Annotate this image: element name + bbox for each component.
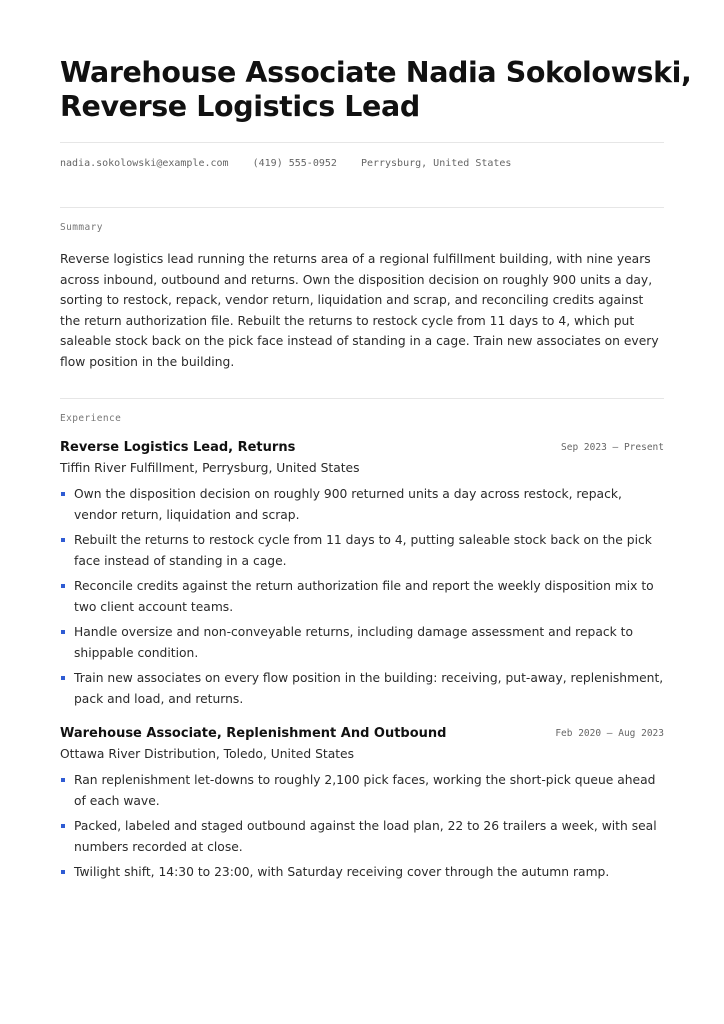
summary-text: Reverse logistics lead running the returns area of a regional fulfillment building, with nine years across inbound, outbound and returns. Own the disposition decision on roughly 900 units a day, sorting to restock, repack, vendor return, liquidation and scrap, and reconciling credits against the return authorization file. Rebuilt the returns to restock cycle from 11 days to 4, which put saleable stock back on the pick face instead of standing in a cage. Train new associates on every flow position in the building. xyxy=(60,252,659,369)
contact-phone[interactable]: (419) 555-0952 xyxy=(252,158,337,169)
job-company: Tiffin River Fulfillment, Perrysburg, United States xyxy=(60,461,360,475)
bullet-text: Own the disposition decision on roughly 900 returned units a day across restock, repack, vendor return, liquidation and scrap. xyxy=(74,487,622,522)
bullet-marker-icon xyxy=(61,676,65,680)
divider xyxy=(60,207,664,208)
job-title: Warehouse Associate, Replenishment And Outbound xyxy=(60,726,447,741)
page-title xyxy=(60,56,692,124)
bullet-item xyxy=(60,530,664,571)
bullet-text: Ran replenishment let-downs to roughly 2,100 pick faces, working the short-pick queue ahead of each wave. xyxy=(74,773,656,808)
bullet-text: Rebuilt the returns to restock cycle from 11 days to 4, putting saleable stock back on the pick face instead of standing in a cage. xyxy=(74,533,652,568)
bullet-item xyxy=(60,622,664,663)
bullet-marker-icon xyxy=(61,630,65,634)
bullet-marker-icon xyxy=(61,492,65,496)
divider xyxy=(60,398,664,399)
job-bullets xyxy=(60,770,664,883)
bullet-text: Packed, labeled and staged outbound against the load plan, 22 to 26 trailers a week, with seal numbers recorded at close. xyxy=(74,819,657,854)
title-line-2: Reverse Logistics Lead xyxy=(60,90,420,123)
contact-location: Perrysburg, United States xyxy=(360,158,512,169)
bullet-text: Twilight shift, 14:30 to 23:00, with Saturday receiving cover through the autumn ramp. xyxy=(74,865,610,879)
bullet-text: Reconcile credits against the return authorization file and report the weekly disposition mix to two client account teams. xyxy=(74,579,654,614)
bullet-item xyxy=(60,484,664,525)
contact-row xyxy=(60,158,664,169)
bullet-item xyxy=(60,668,664,709)
bullet-marker-icon xyxy=(61,778,65,782)
bullet-item xyxy=(60,862,664,883)
job-dates: Feb 2020 — Aug 2023 xyxy=(555,728,664,739)
bullet-text: Handle oversize and non-conveyable returns, including damage assessment and repack to shippable condition. xyxy=(74,625,634,660)
job-title: Reverse Logistics Lead, Returns xyxy=(60,440,296,455)
job-dates: Sep 2023 — Present xyxy=(561,442,664,453)
bullet-text: Train new associates on every flow position in the building: receiving, put-away, replenishment, pack and load, and returns. xyxy=(74,671,664,706)
bullet-marker-icon xyxy=(61,824,65,828)
bullet-marker-icon xyxy=(61,870,65,874)
title-line-1: Warehouse Associate Nadia Sokolowski, xyxy=(60,56,692,89)
bullet-item xyxy=(60,770,664,811)
contact-email[interactable]: nadia.sokolowski@example.com xyxy=(60,158,229,169)
job-bullets xyxy=(60,484,664,709)
bullet-item xyxy=(60,576,664,617)
experience-label: Experience xyxy=(60,413,122,424)
experience-entry xyxy=(60,726,664,888)
bullet-marker-icon xyxy=(61,538,65,542)
summary-label: Summary xyxy=(60,222,103,233)
divider xyxy=(60,142,664,143)
bullet-marker-icon xyxy=(61,584,65,588)
job-company: Ottawa River Distribution, Toledo, United States xyxy=(60,747,355,761)
job-header xyxy=(60,726,664,746)
job-header xyxy=(60,440,664,460)
bullet-item xyxy=(60,816,664,857)
experience-entry xyxy=(60,440,664,714)
